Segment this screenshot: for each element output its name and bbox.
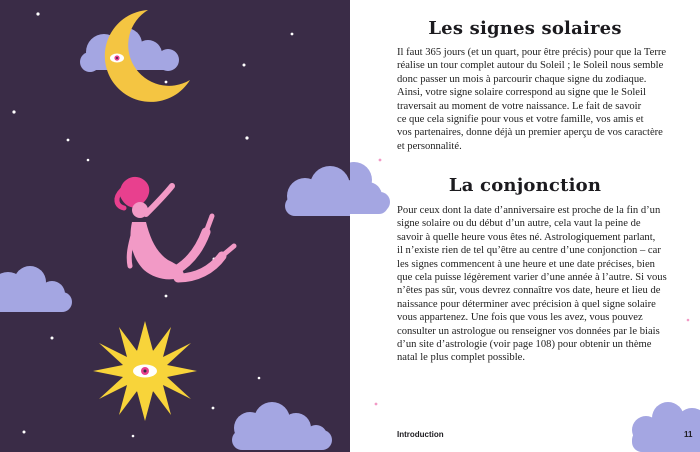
text-line: ce que cela signifie pour vous et votre famille, vos amis et: [397, 114, 644, 126]
text-line: naissance pour déterminer avec précision à quel signe solaire: [397, 298, 656, 310]
sun-icon: [93, 321, 197, 421]
text-line: traversait au moment de votre naissance. Le fait de savoir: [397, 100, 642, 112]
text-line: donc passer un mois à parcourir chaque signe du zodiaque.: [397, 73, 647, 85]
paragraph-conjonction: [397, 204, 689, 365]
text-line: vos partenaires, donne déjà un premier aperçu de vos caractère: [397, 127, 663, 139]
text-line: Pour ceux dont la date d’anniversaire est proche de la fin d’un: [397, 205, 661, 216]
text-line: réalise un tour complet autour du Soleil ; le Soleil nous semble: [397, 60, 664, 72]
eye-icon: [110, 54, 124, 63]
text-line: les signes commencent à une heure et une date précises, bien: [397, 258, 655, 270]
page-number: 11: [684, 430, 693, 439]
text-line: n’êtes pas sûr, vous devrez connaître vos date, heure et lieu de: [397, 285, 661, 297]
text-line: que cela puisse légèrement varier d’une année à l’autre. Si vous: [397, 272, 667, 284]
text-line: signe solaire ou du début d’un autre, cela vaut la peine de: [397, 218, 641, 230]
text-line: Ainsi, votre signe solaire correspond au signe que le Soleil: [397, 87, 646, 99]
heading-conjonction: La conjonction: [448, 175, 602, 196]
text-line: il n’existe rien de tel qu’être au centre d’une conjonction – car: [397, 245, 661, 257]
cloud-icon: [0, 266, 72, 312]
cloud-icon: [632, 402, 700, 452]
text-line: Il faut 365 jours (et un quart, pour être précis) pour que la Terre: [397, 47, 667, 58]
text-line: vous appartenez. Une fois que vous les avez, vous pouvez: [397, 312, 643, 324]
cloud-icon: [285, 166, 350, 216]
text-line: d’un site d’astrologie (voir page 108) pour obtenir un thème: [397, 339, 652, 351]
text-line: consulter un astrologue ou renseigner vos données par le biais: [397, 325, 660, 337]
text-line: natal le plus complet possible.: [397, 352, 525, 364]
cloud-icon: [232, 402, 332, 450]
floating-figure: [117, 177, 234, 280]
paragraph-signes-solaires: [397, 46, 689, 153]
text-line: et personnalité.: [397, 140, 462, 152]
text-line: savoir à quelle heure vous êtes né. Astrologiquement parlant,: [397, 231, 656, 243]
footer-section-label: Introduction: [397, 430, 444, 439]
heading-signes-solaires: Les signes solaires: [428, 18, 622, 39]
eye-icon: [133, 365, 157, 378]
text-page: [350, 0, 700, 452]
